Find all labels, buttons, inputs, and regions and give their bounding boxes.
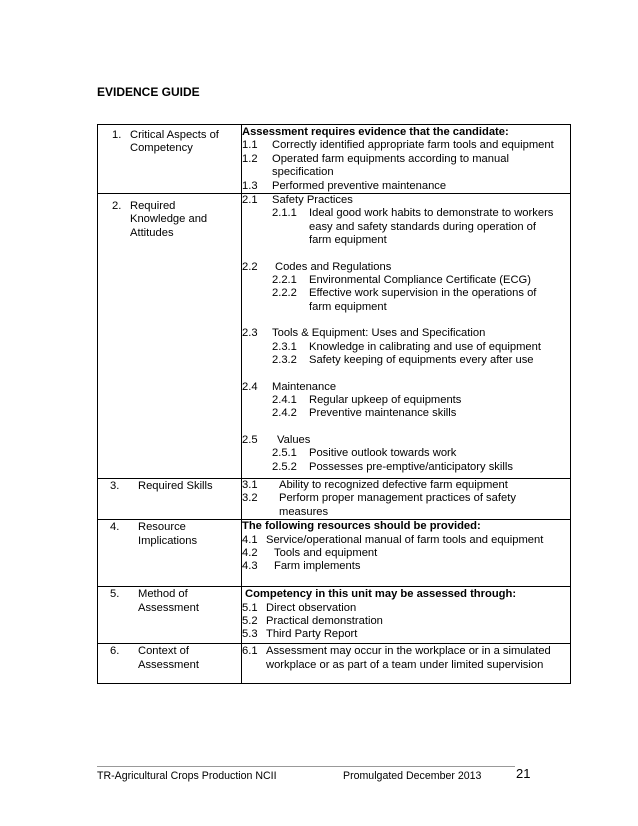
item-text: Direct observation [266,601,357,614]
section-title: Safety Practices [272,194,353,207]
row-label-cell [98,479,242,520]
item-number: 4.1 [242,533,258,546]
item-number: 5.2 [242,615,258,628]
item-text: Practical demonstration [266,615,383,628]
subitem-text-continued: farm equipment [309,300,387,313]
subitem-number: 2.5.1 [272,447,297,460]
subitem-text-continued: easy and safety standards during operation of [309,220,537,233]
row-label-line: Knowledge and [130,213,208,226]
row-number: 2. [112,200,122,213]
row-content-cell [242,479,571,520]
row-heading: The following resources should be provided: [242,520,481,533]
subitem-text: Ideal good work habits to demonstrate to workers [309,207,554,220]
row-number: 3. [110,480,120,493]
subitem-number: 2.2.1 [272,274,297,287]
row-label-line: Competency [130,142,193,155]
item-text: Performed preventive maintenance [272,179,447,192]
table-row [98,644,571,684]
item-text: Operated farm equipments according to manual [272,152,509,165]
row-label-cell [98,125,242,194]
section-number: 2.2 [242,260,258,273]
row-label-line: Resource [138,521,186,534]
section-title: Tools & Equipment: Uses and Specification [272,327,486,340]
item-number: 3.1 [242,479,258,492]
footer-qualification: TR-Agricultural Crops Production NCII [97,770,277,782]
item-number: 1.2 [242,152,258,165]
row-label-line: Required Skills [138,480,213,493]
subitem-text: Regular upkeep of equipments [309,393,462,406]
subitem-text: Positive outlook towards work [309,447,457,460]
row-heading: Assessment requires evidence that the candidate: [242,126,509,138]
section-number: 2.5 [242,433,258,446]
subitem-number: 2.2.2 [272,287,297,300]
subitem-text: Effective work supervision in the operations of [309,287,537,300]
section-title: Codes and Regulations [275,260,392,273]
item-text: Tools and equipment [274,547,378,560]
footer-divider [97,766,515,767]
item-text: Ability to recognized defective farm equipment [279,479,508,492]
row-label-cell [98,194,242,479]
item-text: Correctly identified appropriate farm tools and equipment [272,139,554,152]
subitem-number: 2.4.1 [272,393,297,406]
row-number: 4. [110,521,120,534]
item-number: 1.3 [242,179,258,192]
item-text: Assessment may occur in the workplace or in a simulated [266,645,551,658]
row-label-cell [98,587,242,644]
section-title: Maintenance [272,380,337,393]
row-label-line: Critical Aspects of [130,129,219,141]
evidence-guide-table [97,124,571,684]
table-row [98,520,571,587]
item-text: Perform proper management practices of safety [279,492,516,505]
row-content-cell [242,644,571,684]
row-label-line: Assessment [138,658,199,671]
table-row [98,194,571,479]
item-number: 3.2 [242,492,258,505]
item-number: 5.3 [242,628,258,641]
subitem-text: Safety keeping of equipments every after use [309,354,534,367]
subitem-number: 2.1.1 [272,207,297,220]
subitem-text: Knowledge in calibrating and use of equipment [309,340,541,353]
section-title: Values [277,433,311,446]
item-number: 6.1 [242,645,258,658]
row-label-cell [98,644,242,684]
row-label-line: Required [130,200,176,213]
row-number: 5. [110,588,120,601]
row-number: 6. [110,645,120,658]
subitem-number: 2.4.2 [272,407,297,420]
subitem-text: Environmental Compliance Certificate (ECG) [309,274,531,287]
section-number: 2.3 [242,327,258,340]
item-number: 5.1 [242,601,258,614]
subitem-text: Preventive maintenance skills [309,407,457,420]
row-content-cell [242,194,571,479]
row-content-cell [242,125,571,194]
section-number: 2.1 [242,194,258,207]
section-number: 2.4 [242,380,258,393]
item-text: Third Party Report [266,628,358,641]
row-number: 1. [112,129,122,141]
row-heading: Competency in this unit may be assessed through: [245,588,517,601]
footer-promulgated: Promulgated December 2013 [343,770,482,782]
subitem-text: Possesses pre-emptive/anticipatory skills [309,460,513,473]
subitem-number: 2.5.2 [272,460,297,473]
table-row [98,479,571,520]
item-number: 4.3 [242,560,258,573]
item-text: Service/operational manual of farm tools and equipment [266,533,544,546]
item-text: Farm implements [274,560,361,573]
row-content-cell [242,520,571,587]
table-row [98,587,571,644]
row-label-line: Method of [138,588,188,601]
row-label-line: Assessment [138,601,199,614]
subitem-text-continued: farm equipment [309,234,387,247]
item-number: 4.2 [242,547,258,560]
item-text-continued: measures [279,505,329,518]
row-label-line: Attitudes [130,226,174,239]
table-row [98,125,571,194]
subitem-number: 2.3.1 [272,340,297,353]
subitem-number: 2.3.2 [272,354,297,367]
item-number: 1.1 [242,139,258,152]
page-number: 21 [516,766,531,781]
item-text-continued: specification [272,166,334,179]
row-label-line: Context of [138,645,189,658]
item-text-continued: workplace or as part of a team under limited supervision [266,658,544,671]
row-label-line: Implications [138,534,198,547]
row-label-cell [98,520,242,587]
page-title: EVIDENCE GUIDE [97,85,200,99]
row-content-cell [242,587,571,644]
